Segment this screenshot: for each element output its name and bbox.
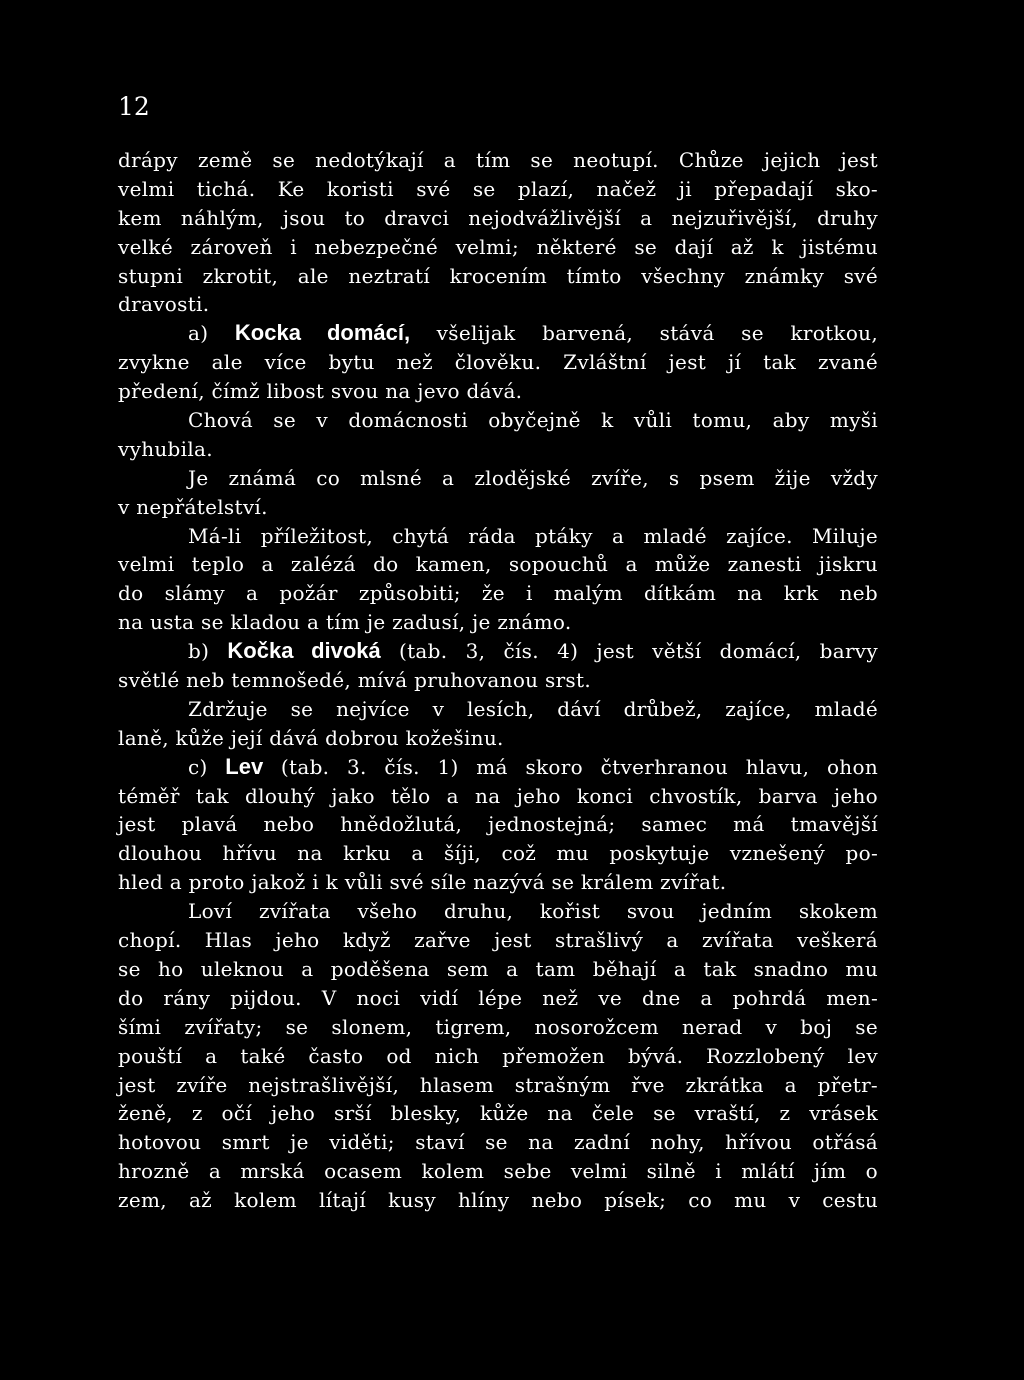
text-line: se ho uleknou a poděšena sem a tam běhají a tak snadno mu [118,956,878,981]
text-line: hled a proto jakož i k vůli své síle nazývá se králem zvířat. [118,870,727,895]
text-line: Je známá co mlsné a zlodějské zvíře, s psem žije vždy [188,465,878,490]
section-title-domestic-cat: Kocka domácí, [234,320,411,346]
text-line: zvykne ale více bytu než člověku. Zvláštní jest jí tak zvané [118,350,878,375]
section-title-lion: Lev [225,753,264,779]
section-heading-line: c) Lev (tab. 3. čís. 1) má skoro čtverhranou hlavu, ohon [188,753,878,779]
text-line: velmi tichá. Ke koristi své se plazí, načež ji přepadají sko- [118,176,878,201]
text-line: na usta se kladou a tím je zadusí, je známo. [118,610,572,635]
text-line: jest plavá nebo hnědožlutá, jednostejná; samec má tmavější [118,812,878,837]
text-line: předení, čímž libost svou na jevo dává. [118,379,523,404]
body-text [118,146,878,1215]
text-line: velmi teplo a zalézá do kamen, sopouchů a může zanesti jiskru [118,552,878,577]
text-line: hotovou smrt je viděti; staví se na zadní nohy, hřívou otřásá [118,1130,878,1155]
text-line: Chová se v domácnosti obyčejně k vůli tomu, aby myši [188,408,878,433]
text-line: Loví zvířata všeho druhu, kořist svou jedním skokem [188,899,878,924]
text-line: Zdržuje se nejvíce v lesích, dáví drůbež, zajíce, mladé [188,696,878,721]
text-line: do slámy a požár způsobiti; že i malým dítkám na krk neb [118,581,878,606]
text-line: dravosti. [118,292,210,317]
text-line: v nepřátelství. [118,494,268,519]
section-title-wild-cat: Kočka divoká [227,638,381,664]
text-line: Má-li příležitost, chytá ráda ptáky a mladé zajíce. Miluje [188,523,878,548]
text-line: dlouhou hřívu na krku a šíji, což mu poskytuje vznešený po- [118,841,878,866]
text-line: laně, kůže její dává dobrou kožešinu. [118,725,504,750]
text-line: vyhubila. [118,436,213,461]
text-line: chopí. Hlas jeho když zařve jest strašlivý a zvířata veškerá [118,928,878,953]
text-line: do rány pijdou. V noci vidí lépe než ve dne a pohrdá men- [118,985,878,1010]
text-line: drápy země se nedotýkají a tím se neotupí. Chůze jejich jest [118,148,878,172]
text-line: světlé neb temnošedé, mívá pruhovanou srst. [118,668,591,693]
page-number: 12 [118,92,150,121]
text-line: kem náhlým, jsou to dravci nejodvážlivější a nejzuřivější, druhy [118,205,878,230]
text-line: jest zvíře nejstrašlivější, hlasem strašným řve zkrátka a přetr- [118,1072,878,1097]
section-heading-line: b) Kočka divoká (tab. 3, čís. 4) jest větší domácí, barvy [188,638,878,664]
text-line: velké zároveň i nebezpečné velmi; některé se dají až k jistému [118,234,878,259]
text-line: stupni zkrotit, ale neztratí krocením tímto všechny známky své [118,263,878,288]
text-line: ženě, z očí jeho srší blesky, kůže na čele se vraští, z vrásek [118,1101,878,1126]
text-line: pouští a také často od nich přemožen bývá. Rozzlobený lev [118,1043,878,1068]
text-line: zem, až kolem lítají kusy hlíny nebo písek; co mu v cestu [118,1188,878,1213]
text-line: šími zvířaty; se slonem, tigrem, nosorožcem nerad v boj se [118,1014,878,1039]
text-line: téměř tak dlouhý jako tělo a na jeho konci chvostík, barva jeho [118,783,878,808]
section-heading-line: a) Kocka domácí, všelijak barvená, stává se krotkou, [188,320,879,346]
text-line: hrozně a mrská ocasem kolem sebe velmi silně i mlátí jím o [118,1159,878,1184]
